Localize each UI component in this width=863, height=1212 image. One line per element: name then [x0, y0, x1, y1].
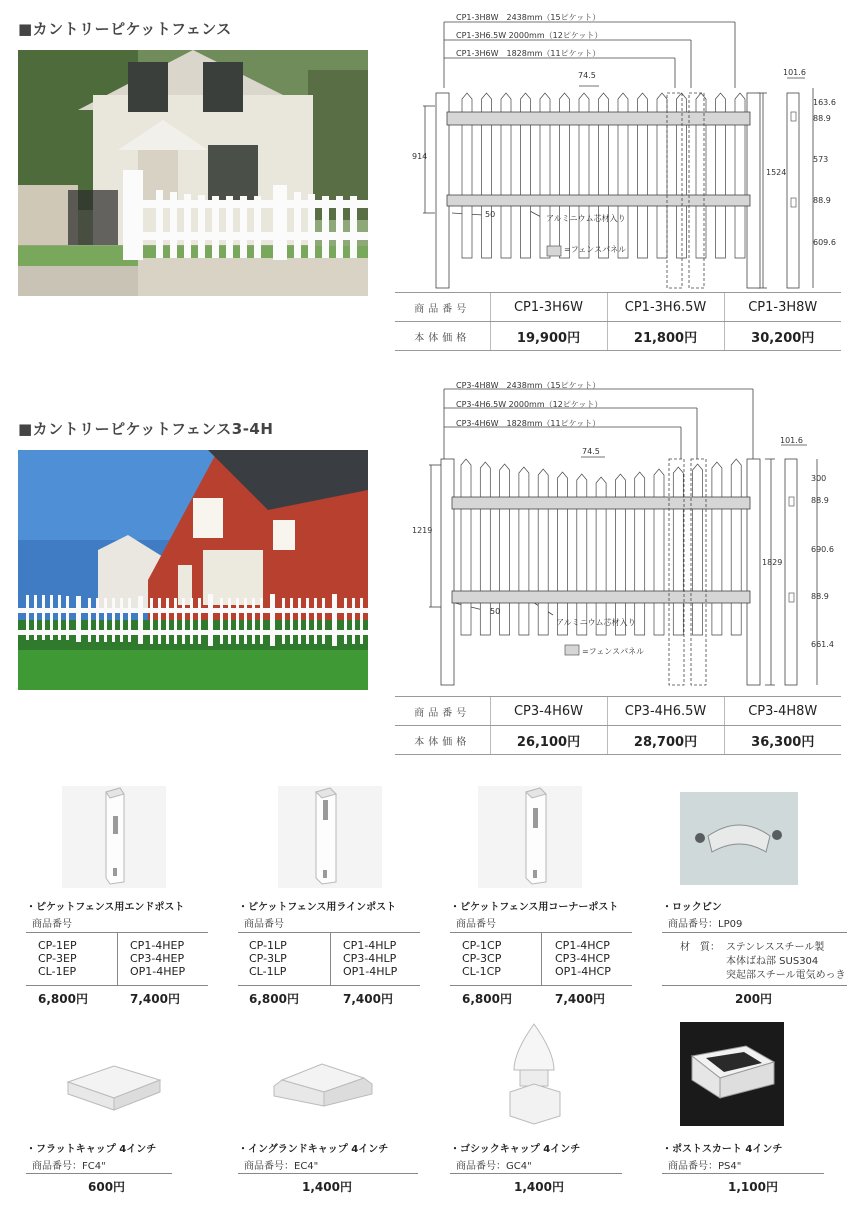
- s2-dim-bottom: 50: [490, 607, 501, 616]
- s2-dim-height: 1219: [412, 526, 433, 535]
- s2-model-3: CP3-4H8W: [724, 697, 841, 726]
- s1-dim-s3: 573: [813, 155, 829, 164]
- s1-dim-core: アルミニウム芯材入り: [546, 214, 626, 223]
- s1-price-3: 30,200円: [724, 322, 841, 351]
- code: OP1-4HCP: [555, 965, 611, 978]
- s1-dim-line2: CP1-3H6.5W 2000mm（12ピケット）: [456, 31, 603, 40]
- s2-dim-s3: 690.6: [811, 545, 834, 554]
- code: OP1-4HEP: [130, 965, 186, 978]
- lockpin-material-label: 材 質：: [680, 942, 720, 953]
- gothic-cap-price: 1,400円: [514, 1180, 564, 1194]
- code: CP-1LP: [249, 939, 287, 952]
- line-post-rule-top: [238, 932, 420, 933]
- s2-dim-s2: 88.9: [811, 496, 829, 505]
- england-cap-price: 1,400円: [302, 1180, 352, 1194]
- end-post-title: ・ピケットフェンス用エンドポスト: [26, 902, 185, 913]
- line-post-rule-bottom: [238, 985, 420, 986]
- s1-dim-bottom: 50: [485, 210, 496, 219]
- s2-dim-s1: 300: [811, 474, 827, 483]
- corner-post-rule-bottom: [450, 985, 632, 986]
- s2-dim-line1: CP3-4H8W 2438mm（15ピケット）: [456, 381, 601, 390]
- gothic-cap-image: [500, 1022, 570, 1126]
- line-post-price-1: 6,800円: [249, 992, 299, 1006]
- s2-table-header-label: 商品番号: [395, 697, 490, 726]
- picket: [558, 472, 568, 635]
- s1-dim-line3: CP1-3H6W 1828mm（11ピケット）: [456, 49, 601, 58]
- line-post-divider: [330, 933, 331, 985]
- england-cap-title: ・イングランドキャップ 4インチ: [238, 1144, 389, 1155]
- end-post-divider: [117, 933, 118, 985]
- picket: [693, 464, 703, 635]
- s2-dim-s4: 88.9: [811, 592, 829, 601]
- flat-cap-code: 商品番号：FC4": [32, 1161, 106, 1172]
- corner-post-price-1: 6,800円: [462, 992, 512, 1006]
- lockpin-code: 商品番号：LP09: [668, 919, 743, 930]
- s1-dim-s5: 609.6: [813, 238, 836, 247]
- flat-cap-price: 600円: [88, 1180, 126, 1194]
- s2-dim-line2: CP3-4H6.5W 2000mm（12ピケット）: [456, 400, 603, 409]
- code: CL-1CP: [462, 965, 501, 978]
- s1-dim-height: 914: [412, 152, 428, 161]
- picket: [519, 467, 529, 635]
- england-cap-rule: [238, 1173, 418, 1174]
- section2-price-table: [395, 696, 841, 755]
- s1-dim-s2: 88.9: [813, 114, 831, 123]
- post-skirt-image: [680, 1022, 784, 1126]
- line-post-title: ・ピケットフェンス用ラインポスト: [238, 902, 397, 913]
- lockpin-image: [680, 792, 798, 885]
- lockpin-rule-top: [662, 932, 847, 933]
- line-post-code-label: 商品番号: [244, 919, 284, 930]
- code: CP-1CP: [462, 939, 502, 952]
- lockpin-rule-bottom: [662, 985, 847, 986]
- gothic-cap-rule: [450, 1173, 622, 1174]
- s1-dim-post-width: 101.6: [783, 68, 806, 77]
- s2-table-price-label: 本体価格: [395, 726, 490, 755]
- england-cap-image: [268, 1050, 378, 1116]
- s2-dim-s5: 661.4: [811, 640, 834, 649]
- s1-model-2: CP1-3H6.5W: [607, 293, 724, 322]
- post-skirt-title: ・ポストスカート 4インチ: [662, 1144, 783, 1155]
- code: CP1-4HCP: [555, 939, 610, 952]
- section1-title: ■カントリーピケットフェンス: [18, 20, 232, 38]
- section2-title: ■カントリーピケットフェンス3-4H: [18, 420, 274, 438]
- picket: [635, 472, 645, 635]
- post-skirt-rule: [662, 1173, 824, 1174]
- s1-model-1: CP1-3H6W: [490, 293, 607, 322]
- s1-dim-spacing: 74.5: [578, 71, 596, 80]
- code: CP1-4HEP: [130, 939, 185, 952]
- corner-post-divider: [541, 933, 542, 985]
- s1-dim-post-height: 1524: [766, 168, 787, 177]
- picket: [673, 467, 683, 635]
- end-post-price-1: 6,800円: [38, 992, 88, 1006]
- s1-table-price-label: 本体価格: [395, 322, 490, 351]
- section1-photo: [18, 50, 368, 296]
- end-post-codes-right: [130, 939, 185, 978]
- code: CP3-4HEP: [130, 952, 185, 965]
- corner-post-codes-right: [555, 939, 611, 978]
- s2-dim-line3: CP3-4H6W 1828mm（11ピケット）: [456, 419, 601, 428]
- corner-post-codes-left: [462, 939, 501, 978]
- line-post-codes-left: [249, 939, 287, 978]
- s2-dim-post-height: 1829: [762, 558, 783, 567]
- s2-price-3: 36,300円: [724, 726, 841, 755]
- lockpin-material-1: ステンレススチール製: [726, 942, 825, 953]
- code: CP-3CP: [462, 952, 502, 965]
- line-post-image: [278, 786, 382, 888]
- s1-dim-s1: 163.6: [813, 98, 836, 107]
- section1-price-table: [395, 292, 841, 351]
- code: CP1-4HLP: [343, 939, 397, 952]
- picket: [731, 459, 741, 635]
- s1-dim-line1: CP1-3H8W 2438mm（15ピケット）: [456, 13, 601, 22]
- s1-model-3: CP1-3H8W: [724, 293, 841, 322]
- picket: [538, 469, 548, 635]
- end-post-image: [62, 786, 166, 888]
- s2-price-1: 26,100円: [490, 726, 607, 755]
- line-post-price-2: 7,400円: [343, 992, 393, 1006]
- s1-dim-legend: =フェンスパネル: [564, 245, 627, 254]
- s2-dim-core: アルミニウム芯材入り: [556, 618, 636, 627]
- s2-model-2: CP3-4H6.5W: [607, 697, 724, 726]
- picket: [654, 469, 664, 635]
- s2-model-1: CP3-4H6W: [490, 697, 607, 726]
- s1-table-header-label: 商品番号: [395, 293, 490, 322]
- code: CP3-4HLP: [343, 952, 397, 965]
- s1-price-2: 21,800円: [607, 322, 724, 351]
- s2-dim-post-width: 101.6: [780, 436, 803, 445]
- post-skirt-code: 商品番号：PS4": [668, 1161, 742, 1172]
- s2-dim-legend: =フェンスパネル: [582, 647, 645, 656]
- corner-post-image: [478, 786, 582, 888]
- end-post-rule-bottom: [26, 985, 208, 986]
- line-post-codes-right: [343, 939, 397, 978]
- code: CL-1EP: [38, 965, 77, 978]
- flat-cap-title: ・フラットキャップ 4インチ: [26, 1144, 157, 1155]
- picket: [461, 459, 471, 635]
- code: OP1-4HLP: [343, 965, 398, 978]
- code: CP3-4HCP: [555, 952, 610, 965]
- lockpin-material-2: 本体ばね部 SUS304: [726, 956, 819, 967]
- flat-cap-rule: [26, 1173, 172, 1174]
- s1-dim-s4: 88.9: [813, 196, 831, 205]
- s1-price-1: 19,900円: [490, 322, 607, 351]
- picket: [500, 464, 510, 635]
- picket: [480, 462, 490, 635]
- lockpin-title: ・ロックピン: [662, 902, 722, 913]
- code: CP-3EP: [38, 952, 77, 965]
- end-post-code-label: 商品番号: [32, 919, 72, 930]
- gothic-cap-code: 商品番号：GC4": [456, 1161, 532, 1172]
- post-skirt-price: 1,100円: [728, 1180, 778, 1194]
- code: CP-1EP: [38, 939, 77, 952]
- code: CL-1LP: [249, 965, 287, 978]
- corner-post-title: ・ピケットフェンス用コーナーポスト: [450, 902, 619, 913]
- lockpin-price: 200円: [735, 992, 773, 1006]
- picket: [712, 462, 722, 635]
- england-cap-code: 商品番号：EC4": [244, 1161, 319, 1172]
- lockpin-material-3: 突起部スチール電気めっき: [726, 970, 846, 981]
- flat-cap-image: [62, 1048, 166, 1126]
- end-post-price-2: 7,400円: [130, 992, 180, 1006]
- gothic-cap-title: ・ゴシックキャップ 4インチ: [450, 1144, 581, 1155]
- section2-photo: [18, 450, 368, 690]
- end-post-codes-left: [38, 939, 77, 978]
- s2-price-2: 28,700円: [607, 726, 724, 755]
- corner-post-code-label: 商品番号: [456, 919, 496, 930]
- s2-dim-spacing: 74.5: [582, 447, 600, 456]
- code: CP-3LP: [249, 952, 287, 965]
- corner-post-price-2: 7,400円: [555, 992, 605, 1006]
